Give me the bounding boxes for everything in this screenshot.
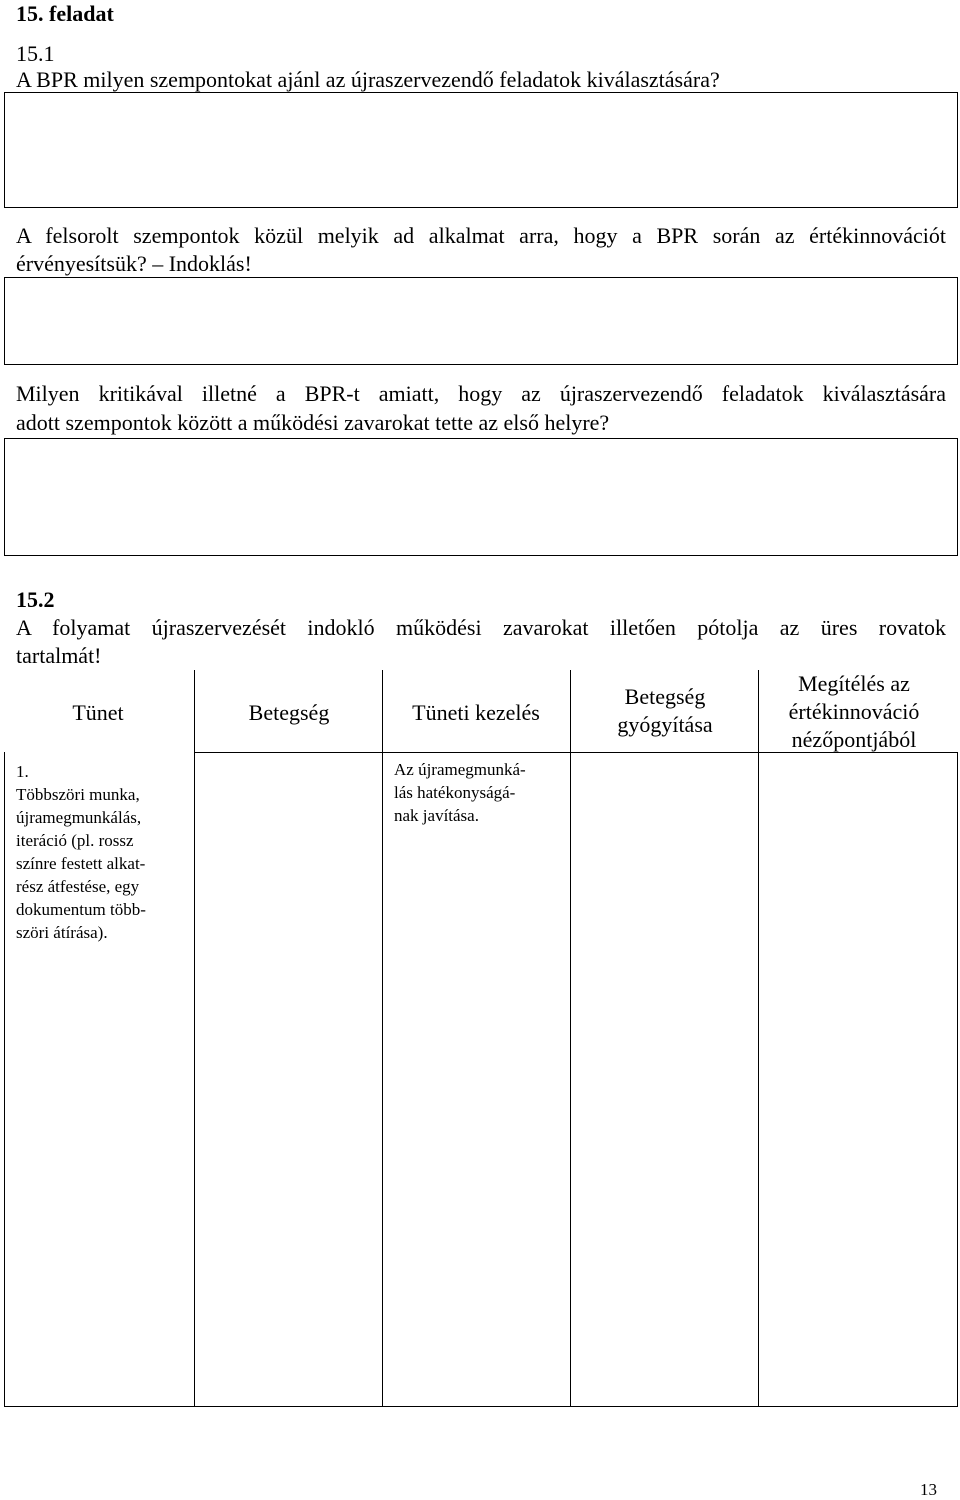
row1-cure-cell[interactable] [572, 754, 756, 1404]
answer-box-3[interactable] [4, 438, 958, 556]
table-left-border [4, 752, 5, 1407]
table-header-divider [194, 752, 958, 753]
section-15-2-number: 15.2 [16, 587, 55, 612]
table-col-divider-3 [570, 670, 571, 1407]
table-col-divider-4 [758, 670, 759, 1407]
row1-symptom-line: iteráció (pl. rossz [16, 831, 134, 850]
answer-box-2[interactable] [4, 277, 958, 365]
question-1: A BPR milyen szempontokat ajánl az újraszervezendő feladatok kiválasztására? [16, 67, 720, 92]
table-col-divider-2 [382, 670, 383, 1407]
row1-symptom-line: újramegmunkálás, [16, 808, 142, 827]
row1-symptom-line: rész átfestése, egy [16, 877, 140, 896]
exercise-heading: 15. feladat [16, 1, 114, 26]
row1-symptomatic-line: Az újramegmunká- [394, 760, 526, 779]
table-bottom-border [4, 1406, 958, 1407]
header-evaluation [758, 670, 950, 754]
question-3-line-1: Milyen kritikával illetné a BPR-t amiatt, hogy az újraszervezendő feladatok kiválasztására [16, 381, 946, 406]
question-2-line-2: érvényesítsük? – Indoklás! [16, 251, 252, 276]
row1-symptom-line: szöri átírása). [16, 923, 108, 942]
instruction-line-1: A folyamat újraszervezését indokló működési zavarokat illetően pótolja az üres rovatok [16, 615, 946, 640]
header-cure-line-1: Betegség [624, 684, 706, 709]
section-15-1-number: 15.1 [16, 41, 55, 66]
row1-symptomatic-line: lás hatékonyságá- [394, 783, 516, 802]
instruction-line-2: tartalmát! [16, 643, 102, 668]
question-2-line-1: A felsorolt szempontok közül melyik ad alkalmat arra, hogy a BPR során az értékinnovációt [16, 223, 946, 248]
header-cure [570, 683, 760, 739]
table-right-border [957, 752, 958, 1407]
row1-symptom-line: színre festett alkat- [16, 854, 146, 873]
header-evaluation-line-2: értékinnováció [788, 699, 920, 724]
header-evaluation-line-3: nézőpontjából [791, 727, 917, 752]
page-number: 13 [920, 1480, 937, 1499]
header-symptomatic-treatment: Tüneti kezelés [412, 700, 540, 725]
header-evaluation-line-1: Megítélés az [798, 671, 910, 696]
table-col-divider-1 [194, 670, 195, 1407]
header-disease: Betegség [248, 700, 330, 725]
answer-box-1[interactable] [4, 92, 958, 208]
row1-symptom-cell [16, 760, 192, 944]
header-symptom: Tünet [72, 700, 124, 725]
row1-disease-cell[interactable] [196, 754, 380, 1404]
row1-symptom-line: dokumentum több- [16, 900, 146, 919]
question-3-line-2: adott szempontok között a működési zavarokat tette az első helyre? [16, 410, 610, 435]
header-cure-line-2: gyógyítása [617, 712, 713, 737]
row1-symptom-line: Többszöri munka, [16, 785, 140, 804]
row1-symptom-line: 1. [16, 762, 29, 781]
row1-evaluation-cell[interactable] [760, 754, 955, 1404]
row1-symptomatic-cell [394, 758, 566, 827]
row1-symptomatic-line: nak javítása. [394, 806, 479, 825]
